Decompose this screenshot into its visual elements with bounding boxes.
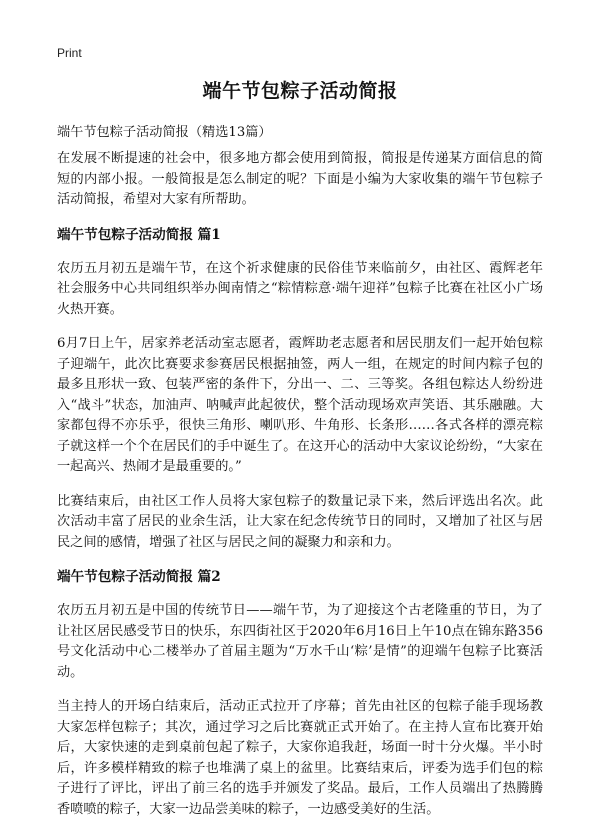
document-body — [57, 149, 543, 834]
section-paragraph: 比赛结束后，由社区工作人员将大家包粽子的数量记录下来，然后评选出名次。此次活动丰富了居民的业余生活，让大家在纪念传统节日的同时，又增加了社区与居民之间的感情，增强了社区与居民之间的凝聚力和亲和力。 — [57, 493, 543, 550]
section-heading: 端午节包粽子活动简报 篇2 — [57, 569, 221, 585]
section-heading: 端午节包粽子活动简报 篇1 — [57, 226, 221, 243]
section-paragraph: 当主持人的开场白结束后，活动正式拉开了序幕；首先由社区的包粽子能手现场教大家怎样包粽子；其次，通过学习之后比赛就正式开始了。在主持人宣布比赛开始后，大家快速的走到桌前包起了粽子，大家你追我赶，场面一时十分火爆。半小时后，许多模样精致的粽子也堆满了桌上的盆里。比赛结束后，评委为选手们包的粽子进行了评比，评出了前三名的选手并颁发了奖品。最后，工作人员端出了热腾腾香喷喷的粽子，大家一边品尝美味的粽子，一边感受美好的生活。 — [57, 699, 543, 817]
document-title: 端午节包粽子活动简报 — [202, 80, 398, 102]
section-paragraph: 6月7日上午，居家养老活动室志愿者，霞辉助老志愿者和居民朋友们一起开始包粽子迎端午，此次比赛要求参赛居民根据抽签，两人一组，在规定的时间内粽子包的最多且形状一致、包装严密的条件下，分出一、二、三等奖。各组包粽达人纷纷进入“战斗”状态，加油声、呐喊声此起彼伏，整个活动现场欢声笑语、其乐融融。大家都包得不亦乐乎，很快三角形、喇叭形、牛角形、长条形……各式各样的漂亮粽子就这样一个个在居民们的手中诞生了。在这开心的活动中大家议论纷纷，“大家在一起高兴、热闹才是最重要的。” — [57, 336, 543, 474]
document-subtitle: 端午节包粽子活动简报（精选13篇） — [57, 125, 272, 140]
intro-paragraph: 在发展不断提速的社会中，很多地方都会使用到简报，简报是传递某方面信息的简短的内部小报。一般简报是怎么制定的呢？下面是小编为大家收集的端午节包粽子活动简报，希望对大家有所帮助。 — [57, 151, 543, 207]
section-paragraph: 农历五月初五是中国的传统节日——端午节，为了迎接这个古老隆重的节日，为了让社区居民感受节日的快乐，东四街社区于2020年6月16日上午10点在锦东路356号文化活动中心二楼举办了首届主题为“万水千山‘粽’是情”的迎端午包粽子比赛活动。 — [57, 603, 543, 680]
print-label[interactable]: Print — [57, 46, 82, 60]
section-paragraph: 农历五月初五是端午节，在这个祈求健康的民俗佳节来临前夕，由社区、霞辉老年社会服务中心共同组织举办闽南情之“粽情粽意·端午迎祥”包粽子比赛在社区小广场火热开赛。 — [57, 260, 543, 317]
